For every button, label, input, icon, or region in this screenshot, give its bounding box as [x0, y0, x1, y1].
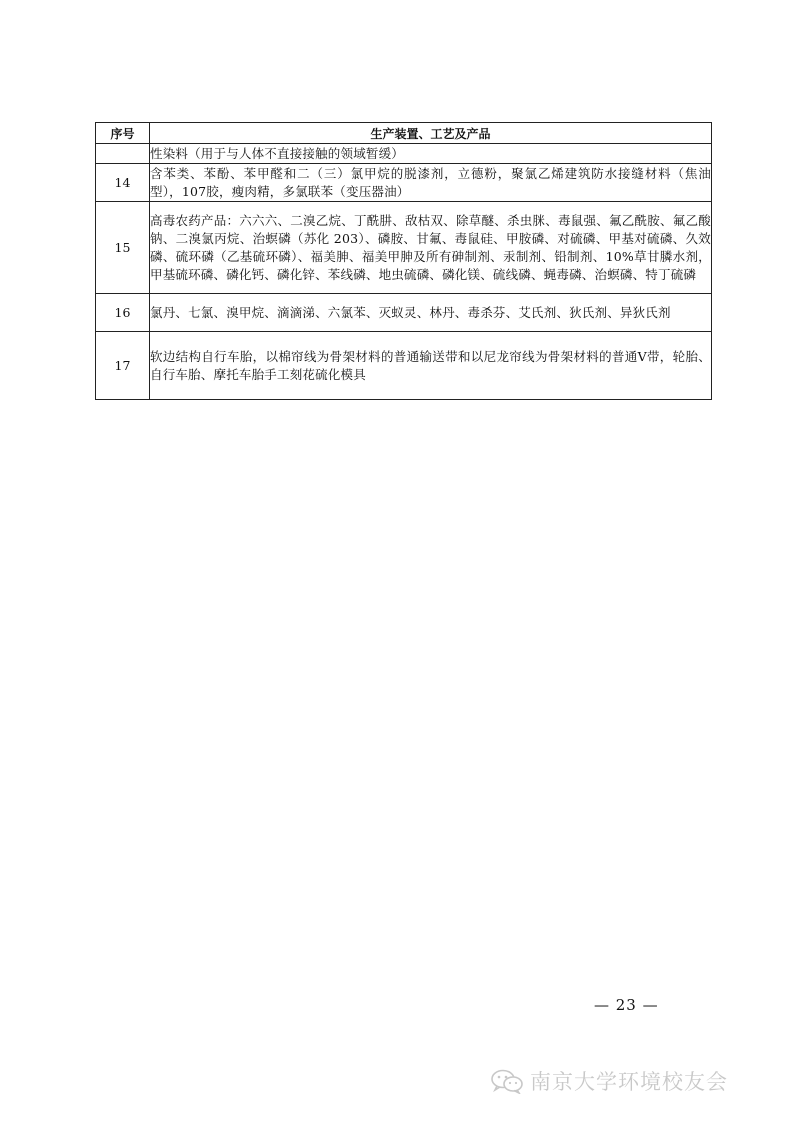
table-header-row	[96, 123, 712, 144]
row-text: 高毒农药产品：六六六、二溴乙烷、丁酰肼、敌枯双、除草醚、杀虫脒、毒鼠强、氟乙酰胺、氟乙酸钠、二溴氯丙烷、治螟磷（苏化 203）、磷胺、甘氟、毒鼠硅、甲胺磷、对硫磷、甲基对硫磷、久效磷、硫环磷（乙基硫环磷）、福美胂、福美甲胂及所有砷制剂、汞制剂、铅制剂、10%草甘膦水剂，甲基硫环磷、磷化钙、磷化锌、苯线磷、地虫硫磷、磷化镁、硫线磷、蝇毒磷、治螟磷、特丁硫磷	[150, 202, 712, 294]
wechat-icon	[490, 1068, 524, 1094]
row-text: 软边结构自行车胎，以棉帘线为骨架材料的普通输送带和以尼龙帘线为骨架材料的普通V带，轮胎、自行车胎、摩托车胎手工刻花硫化模具	[150, 332, 712, 400]
watermark-text: 南京大学环境校友会	[530, 1070, 728, 1094]
row-text: 氯丹、七氯、溴甲烷、滴滴涕、六氯苯、灭蚁灵、林丹、毒杀芬、艾氏剂、狄氏剂、异狄氏剂	[150, 294, 712, 332]
row-number: 16	[96, 294, 150, 332]
table-row	[96, 332, 712, 400]
header-serial-number: 序号	[96, 123, 150, 144]
table-row	[96, 202, 712, 294]
table-row	[96, 164, 712, 202]
table-row	[96, 144, 712, 164]
row-number: 15	[96, 202, 150, 294]
row-number	[96, 144, 150, 164]
row-number: 17	[96, 332, 150, 400]
row-number: 14	[96, 164, 150, 202]
table-row	[96, 294, 712, 332]
page-number: — 23 —	[594, 996, 659, 1014]
watermark	[490, 1066, 728, 1096]
row-text: 性染料（用于与人体不直接接触的领域暂缓）	[150, 144, 712, 164]
products-table	[95, 122, 712, 400]
row-text: 含苯类、苯酚、苯甲醛和二（三）氯甲烷的脱漆剂，立德粉，聚氯乙烯建筑防水接缝材料（焦油型），107胶，瘦肉精，多氯联苯（变压器油）	[150, 164, 712, 202]
header-products: 生产装置、工艺及产品	[150, 123, 712, 144]
